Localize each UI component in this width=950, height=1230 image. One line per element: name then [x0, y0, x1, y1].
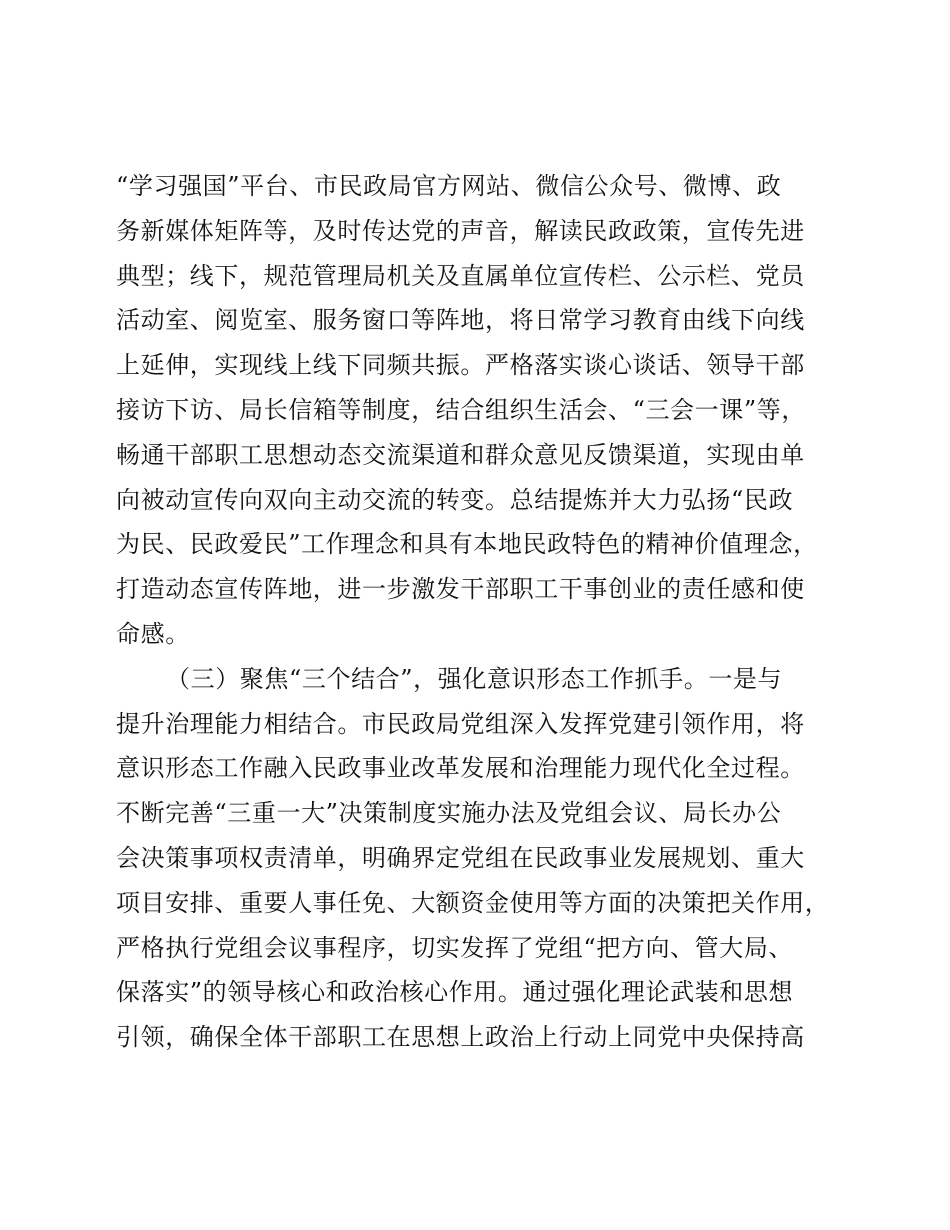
text-line: 打造动态宣传阵地，进一步激发干部职工干事创业的责任感和使 [116, 575, 805, 604]
text-line: 引领，确保全体干部职工在思想上政治上行动上同党中央保持高 [116, 1023, 805, 1052]
text-line: 接访下访、局长信箱等制度，结合组织生活会、“三会一课”等， [116, 395, 806, 424]
text-line: 命感。 [116, 619, 190, 648]
text-line: 会决策事项权责清单，明确界定党组在民政事业发展规划、重大 [116, 843, 805, 872]
section-heading-line: （三）聚焦“三个结合”，强化意识形态工作抓手。一是与 [166, 664, 783, 693]
text-line: 为民、民政爱民”工作理念和具有本地民政特色的精神价值理念， [116, 530, 818, 559]
text-line: 项目安排、重要人事任免、大额资金使用等方面的决策把关作用， [116, 888, 830, 917]
text-line: 上延伸，实现线上线下同频共振。严格落实谈心谈话、领导干部 [116, 351, 805, 380]
text-line: 务新媒体矩阵等，及时传达党的声音，解读民政政策，宣传先进 [116, 216, 805, 245]
text-line: 意识形态工作融入民政事业改革发展和治理能力现代化全过程。 [116, 754, 805, 783]
text-line: 向被动宣传向双向主动交流的转变。总结提炼并大力弘扬“民政 [116, 485, 794, 514]
body-text [116, 164, 836, 1060]
text-line: “学习强国”平台、市民政局官方网站、微信公众号、微博、政 [116, 172, 782, 200]
text-line: 提升治理能力相结合。市民政局党组深入发挥党建引领作用，将 [116, 709, 805, 738]
text-line: 保落实”的领导核心和政治核心作用。通过强化理论武装和思想 [116, 978, 794, 1007]
text-line: 典型；线下，规范管理局机关及直属单位宣传栏、公示栏、党员 [116, 261, 805, 290]
text-line: 严格执行党组会议事程序，切实发挥了党组“把方向、管大局、 [116, 933, 794, 962]
text-line: 活动室、阅览室、服务窗口等阵地，将日常学习教育由线下向线 [116, 306, 805, 335]
text-line: 不断完善“三重一大”决策制度实施办法及党组会议、局长办公 [116, 799, 782, 828]
text-line: 畅通干部职工思想动态交流渠道和群众意见反馈渠道，实现由单 [116, 440, 805, 469]
